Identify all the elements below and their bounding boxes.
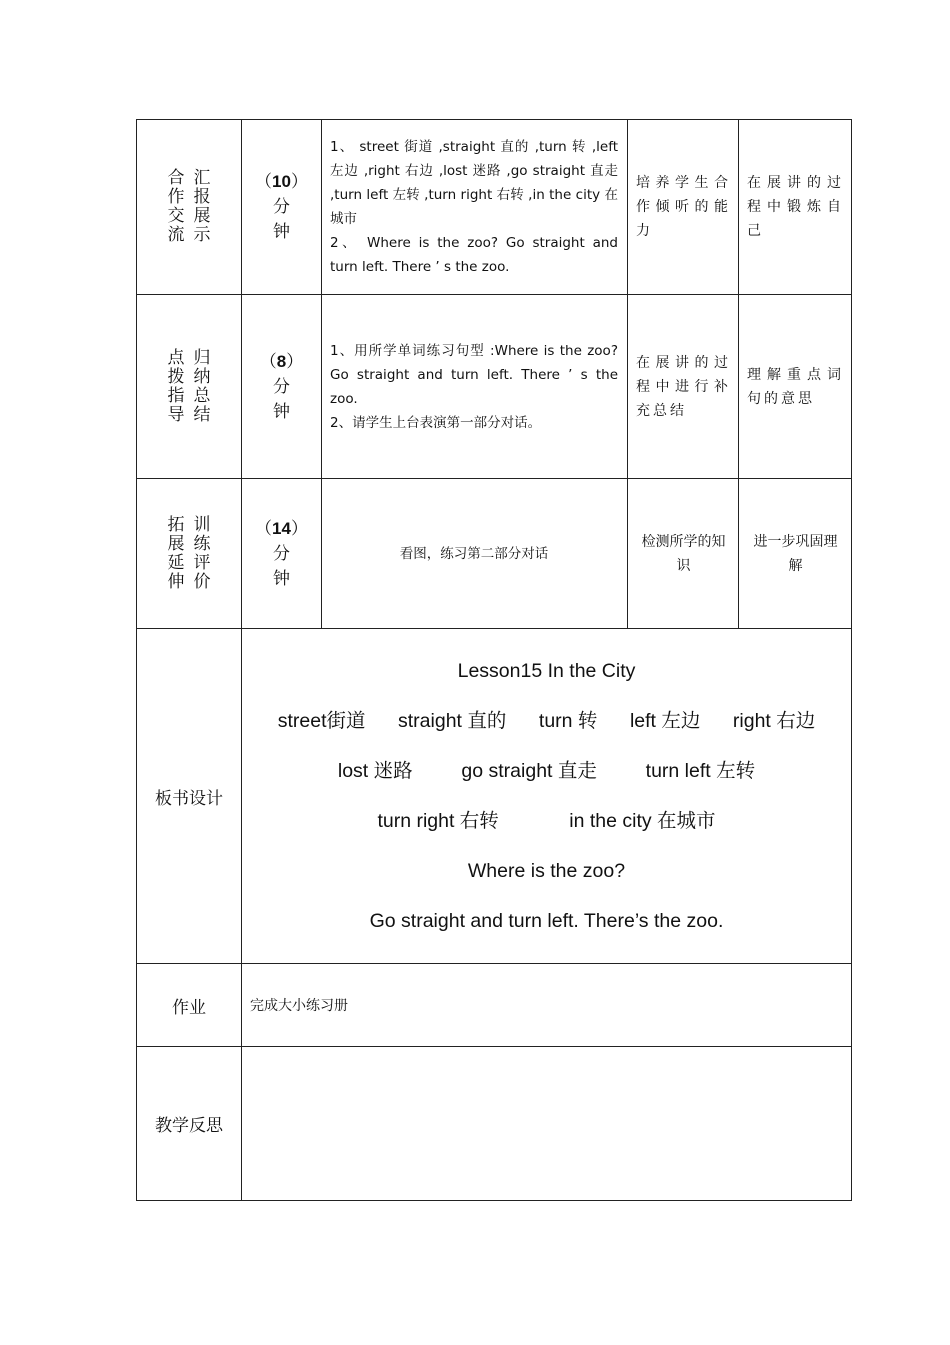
goal-cell: 在展讲的过程中锻炼自己	[739, 120, 852, 295]
goal-cell: 培养学生合作倾听的能力	[628, 120, 739, 295]
time-cell: （10） 分 钟	[242, 120, 322, 295]
board-vocab-line: street街道 straight 直的 turn 转 left 左边 right 右边	[277, 710, 816, 732]
goal-cell: 在展讲的过程中进行补充总结	[628, 295, 739, 479]
time-cell: （8） 分 钟	[242, 295, 322, 479]
board-question: Where is the zoo?	[467, 860, 626, 882]
table-row	[137, 479, 852, 629]
board-design-label: 板书设计	[137, 629, 242, 964]
reflection-label: 教学反思	[137, 1047, 242, 1201]
lesson-plan-table	[136, 119, 852, 1201]
homework-label: 作业	[137, 964, 242, 1047]
goal-cell: 进一步巩固理解	[739, 479, 852, 629]
table-row	[137, 295, 852, 479]
homework-text: 完成大小练习册	[242, 964, 852, 1047]
table-row	[137, 964, 852, 1047]
board-answer: Go straight and turn left. There’s the zoo.	[369, 910, 724, 932]
activity-content: 1、 street 街道 ,straight 直的 ,turn 转 ,left 左边 ,right 右边 ,lost 迷路 ,go straight 直走 ,turn left 左转 ,turn right 右转 ,in the city 在城市 2、 Where is the zoo? Go straight and turn left. There ’ s the zoo.	[322, 120, 628, 295]
time-cell: （14） 分 钟	[242, 479, 322, 629]
activity-content: 看图，练习第二部分对话	[322, 479, 628, 629]
goal-cell: 理解重点词句的意思	[739, 295, 852, 479]
table-row	[137, 629, 852, 964]
stage-cell: 拓 展 延 伸 训 练 评 价	[137, 479, 242, 629]
table-row	[137, 120, 852, 295]
table-row	[137, 1047, 852, 1201]
activity-content: 1、用所学单词练习句型 :Where is the zoo? Go straight and turn left. There ’ s the zoo. 2、请学生上台表演第一部分对话。	[322, 295, 628, 479]
board-vocab-line: lost 迷路 go straight 直走 turn left 左转	[337, 760, 756, 782]
time-minutes: 10	[272, 172, 291, 191]
goal-cell: 检测所学的知识	[628, 479, 739, 629]
board-vocab-line: turn right 右转 in the city 在城市	[377, 810, 716, 832]
board-title: Lesson15 In the City	[457, 660, 636, 682]
board-design-content	[242, 629, 852, 964]
stage-cell: 点 拨 指 导 归 纳 总 结	[137, 295, 242, 479]
time-minutes: 8	[276, 351, 287, 371]
stage-cell: 合 作 交 流 汇 报 展 示	[137, 120, 242, 295]
reflection-text	[242, 1047, 852, 1201]
time-minutes: 14	[272, 518, 291, 538]
